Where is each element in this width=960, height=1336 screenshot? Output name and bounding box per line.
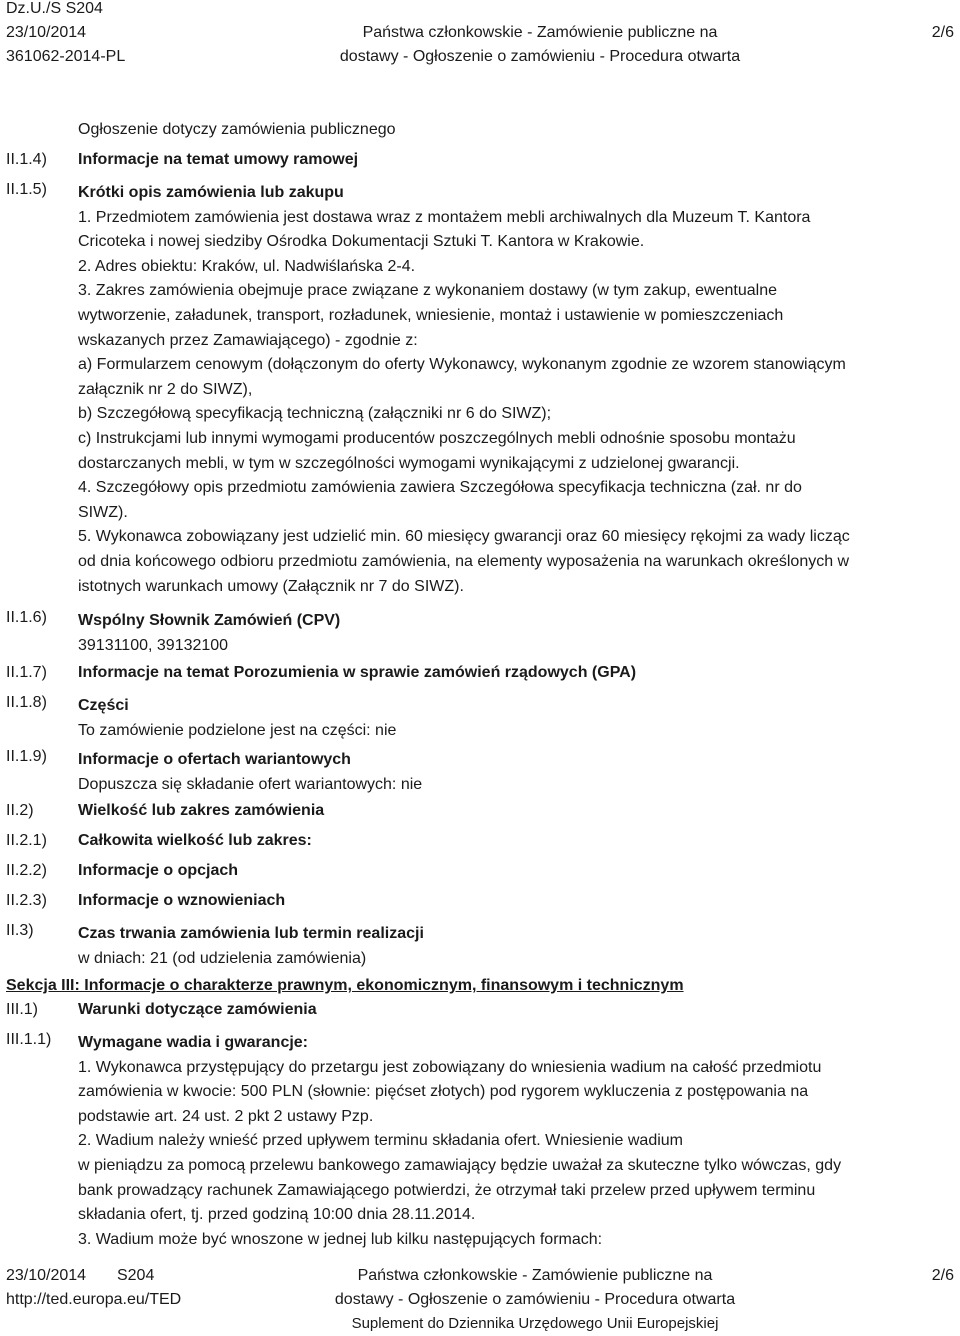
description-line: 3. Zakres zamówienia obejmuje prace związane z wykonaniem dostawy (w tym zakup, ewentualne	[78, 282, 777, 300]
label-ii-2-1: II.2.1)	[6, 832, 47, 849]
journal-ref: Dz.U./S S204	[6, 0, 103, 17]
deposit-line: składania ofert, tj. przed godziną 10:00 dnia 28.11.2014.	[78, 1206, 476, 1224]
label-ii-1-6: II.1.6)	[6, 609, 47, 626]
description-line: dostarczanych mebli, w tym w szczególności wymogami wynikającymi z udzielonej gwarancji.	[78, 454, 740, 472]
label-ii-3: II.3)	[6, 922, 34, 939]
footer-page-number: 2/6	[931, 1267, 954, 1284]
heading-total-quantity: Całkowita wielkość lub zakres:	[78, 832, 312, 849]
description-line: 1. Przedmiotem zamówienia jest dostawa wraz z montażem mebli archiwalnych dla Muzeum T. Kantora	[78, 208, 811, 226]
footer-title-line1: Państwa członkowskie - Zamówienie publiczne na	[357, 1267, 713, 1284]
label-ii-1-9: II.1.9)	[6, 748, 47, 765]
header-page-number: 2/6	[931, 24, 954, 41]
page-footer	[0, 1264, 960, 1334]
heading-duration: Czas trwania zamówienia lub termin realizacji	[78, 925, 424, 942]
description-line: b) Szczegółową specyfikacją techniczną (załączniki nr 6 do SIWZ);	[78, 405, 552, 423]
deposit-line: 3. Wadium może być wnoszone w jednej lub kilku następujących formach:	[78, 1230, 603, 1248]
heading-lots: Części	[78, 697, 129, 714]
heading-quantity-scope: Wielkość lub zakres zamówienia	[78, 802, 325, 819]
description-line: 5. Wykonawca zobowiązany jest udzielić min. 60 miesięcy gwarancji oraz 60 miesięcy rękojmi za wady licząc	[78, 528, 850, 546]
description-line: 4. Szczegółowy opis przedmiotu zamówienia zawiera Szczegółowa specyfikacja techniczna (zał. nr do	[78, 479, 802, 497]
deposit-line: 1. Wykonawca przystępujący do przetargu jest zobowiązany do wniesienia wadium na całość przedmiotu	[78, 1058, 822, 1076]
label-ii-2-2: II.2.2)	[6, 862, 47, 879]
notice-ref: 361062-2014-PL	[6, 48, 126, 65]
page-header	[0, 0, 960, 72]
label-ii-2-3: II.2.3)	[6, 892, 47, 909]
description-line: wskazanych przez Zamawiającego) - zgodnie z:	[78, 331, 418, 349]
short-description-block	[78, 181, 938, 599]
heading-framework-agreement: Informacje na temat umowy ramowej	[78, 151, 359, 168]
deposits-block	[78, 1031, 938, 1252]
section-iii-title: Sekcja III: Informacje o charakterze prawnym, ekonomicznym, finansowym i technicznym	[6, 977, 684, 994]
description-line: wytworzenie, załadunek, transport, rozładunek, wniesienie, montaż i ustawienie w pomieszczeniach	[78, 306, 784, 324]
heading-gpa: Informacje na temat Porozumienia w sprawie zamówień rządowych (GPA)	[78, 664, 637, 681]
label-iii-1: III.1)	[6, 1001, 39, 1018]
footer-title-line3: Suplement do Dziennika Urzędowego Unii Europejskiej	[351, 1315, 719, 1332]
description-line: istotnych warunkach umowy (Załącznik nr 7 do SIWZ).	[78, 577, 464, 595]
lots-value: To zamówienie podzielone jest na części: nie	[78, 721, 397, 739]
heading-variants: Informacje o ofertach wariantowych	[78, 751, 351, 768]
description-line: a) Formularzem cenowym (dołączonym do oferty Wykonawcy, wykonanym zgodnie ze wzorem stanowiącym	[78, 356, 846, 374]
deposit-line: bank prowadzący rachunek Zamawiającego potwierdzi, że otrzymał taki przelew przed upływem terminu	[78, 1181, 816, 1199]
description-line: SIWZ).	[78, 503, 128, 521]
variants-block	[78, 748, 938, 797]
description-line: 2. Adres obiektu: Kraków, ul. Nadwiślańska 2-4.	[78, 257, 416, 275]
heading-cpv: Wspólny Słownik Zamówień (CPV)	[78, 612, 341, 629]
deposit-line: zamówienia w kwocie: 500 PLN (słownie: pięćset złotych) pod rygorem wykluczenia z postępowania na	[78, 1083, 809, 1101]
description-line: Cricoteka i nowej siedziby Ośrodka Dokumentacji Sztuki T. Kantora w Krakowie.	[78, 233, 645, 251]
duration-block	[78, 922, 938, 971]
heading-options: Informacje o opcjach	[78, 862, 239, 879]
label-iii-1-1: III.1.1)	[6, 1031, 52, 1048]
variants-value: Dopuszcza się składanie ofert wariantowych: nie	[78, 775, 423, 793]
description-line: od dnia końcowego odbioru przedmiotu zamówienia, na elementy wyposażenia na warunkach określonych w	[78, 552, 850, 570]
footer-url: http://ted.europa.eu/TED	[6, 1291, 182, 1308]
deposit-line: 2. Wadium należy wnieść przed upływem terminu składania ofert. Wniesienie wadium	[78, 1132, 683, 1150]
footer-title-line2: dostawy - Ogłoszenie o zamówieniu - Procedura otwarta	[334, 1291, 736, 1308]
heading-renewals: Informacje o wznowieniach	[78, 892, 286, 909]
footer-date: 23/10/2014	[6, 1267, 87, 1284]
header-title-line2: dostawy - Ogłoszenie o zamówieniu - Procedura otwarta	[339, 48, 741, 65]
intro-text: Ogłoszenie dotyczy zamówienia publicznego	[78, 121, 396, 138]
heading-deposits: Wymagane wadia i gwarancje:	[78, 1034, 309, 1051]
description-line: załącznik nr 2 do SIWZ),	[78, 380, 253, 398]
deposit-line: podstawie art. 24 ust. 2 pkt 2 ustawy Pzp.	[78, 1107, 374, 1125]
footer-code: S204	[116, 1267, 155, 1284]
heading-short-description: Krótki opis zamówienia lub zakupu	[78, 184, 344, 201]
cpv-codes: 39131100, 39132100	[78, 636, 229, 654]
header-title-line1: Państwa członkowskie - Zamówienie publiczne na	[362, 24, 718, 41]
label-ii-1-7: II.1.7)	[6, 664, 47, 681]
cpv-block	[78, 609, 938, 658]
deposit-line: w pieniądzu za pomocą przelewu bankowego zamawiający będzie uważał za skuteczne tylko wówczas, gdy	[78, 1156, 842, 1174]
label-ii-1-5: II.1.5)	[6, 181, 47, 198]
duration-value: w dniach: 21 (od udzielenia zamówienia)	[78, 949, 367, 967]
label-ii-1-8: II.1.8)	[6, 694, 47, 711]
header-date: 23/10/2014	[6, 24, 87, 41]
description-line: c) Instrukcjami lub innymi wymogami producentów poszczególnych mebli odnośnie sposobu montażu	[78, 429, 796, 447]
heading-contract-conditions: Warunki dotyczące zamówienia	[78, 1001, 317, 1018]
label-ii-1-4: II.1.4)	[6, 151, 47, 168]
label-ii-2: II.2)	[6, 802, 34, 819]
lots-block	[78, 694, 938, 743]
